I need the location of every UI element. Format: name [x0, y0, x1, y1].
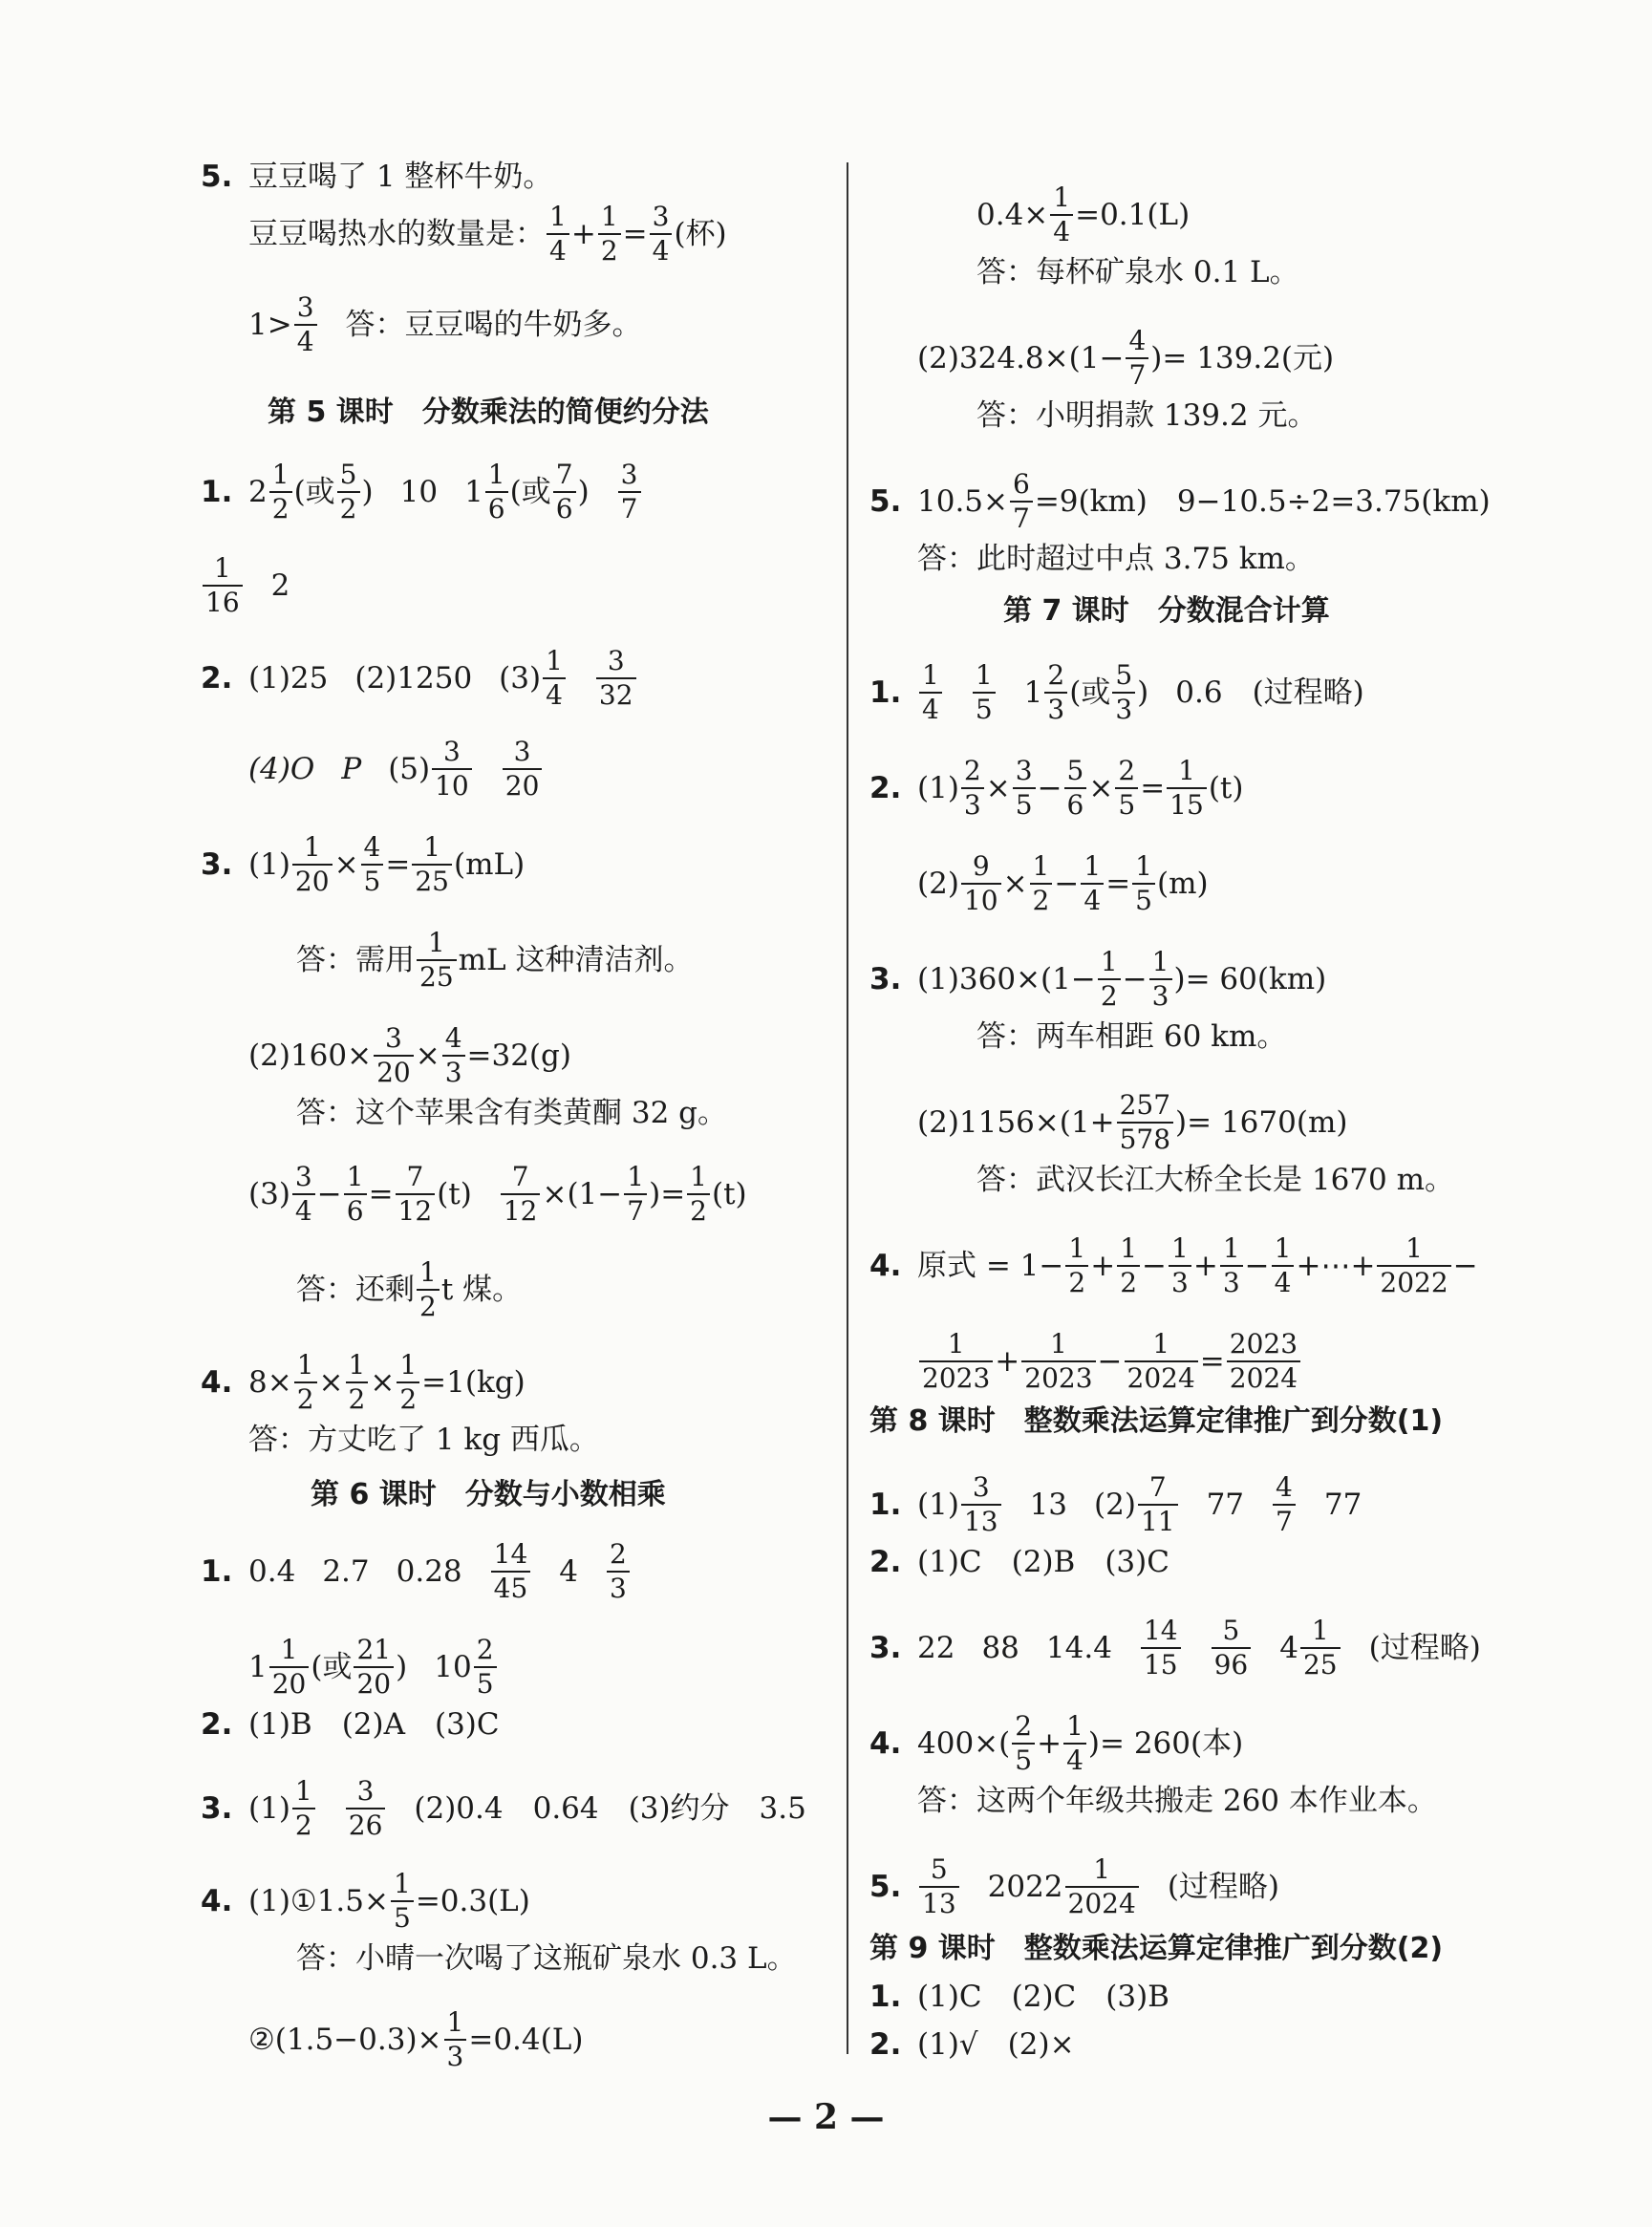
section-heading-lesson5: 第 5 课时 分数乘法的简便约分法	[268, 396, 709, 429]
fraction: $\frac{1}{2024}$	[1065, 1853, 1139, 1920]
fraction: $\frac{5}{13}$	[919, 1853, 959, 1920]
fraction: $\frac{1}{2}$	[687, 1161, 710, 1228]
fraction: $\frac{4}{5}$	[361, 831, 384, 898]
fraction: $\frac{1}{6}$	[485, 459, 508, 525]
fraction: $\frac{14}{15}$	[1141, 1615, 1181, 1681]
item-number: 4.	[201, 1884, 233, 1918]
lesson5-q1-cont: $\frac{1}{16}$ 2	[201, 552, 290, 619]
fraction: $\frac{1}{4}$	[919, 659, 942, 726]
text: 豆豆喝了 1 整杯牛奶。	[248, 160, 553, 194]
fraction: $\frac{1}{2}$	[269, 459, 292, 525]
fraction: $\frac{4}{7}$	[1273, 1471, 1296, 1538]
item-number: 3.	[869, 1631, 902, 1665]
column-divider	[847, 162, 848, 2054]
fraction: $\frac{3}{20}$	[374, 1022, 414, 1089]
fraction: $\frac{1}{2}$	[1098, 946, 1121, 1013]
fraction: $\frac{1}{20}$	[269, 1634, 310, 1701]
fraction: $\frac{1}{2}$	[294, 1349, 317, 1416]
item-number: 3.	[201, 1791, 233, 1826]
fraction: $\frac{1}{3}$	[1220, 1232, 1243, 1299]
lesson7-q4: 4. 原式 = 1− $\frac{1}{2}$ + $\frac{1}{2}$ − $\frac{1}{3}$ + $\frac{1}{3}$ − $\frac{1}{4}$ +⋯+ $\frac{1}{2022}$ −	[869, 1232, 1478, 1298]
item-number: 1.	[869, 675, 902, 710]
fraction: $\frac{3}{32}$	[596, 645, 636, 712]
fraction: $\frac{3}{26}$	[346, 1775, 386, 1842]
lesson9-q1: 1. (1)C (2)C (3)B	[869, 1980, 1169, 2014]
operator: +	[570, 217, 596, 251]
fraction: $\frac{2}{5}$	[1012, 1710, 1035, 1777]
lesson7-q2-part2: (2) $\frac{9}{10}$ × $\frac{1}{2}$ − $\frac{1}{4}$ = $\frac{1}{5}$ (m)	[917, 850, 1209, 916]
fraction: $\frac{3}{13}$	[961, 1471, 1001, 1538]
fraction: $\frac{1}{25}$	[412, 831, 452, 898]
r-q4-answer: 答：每杯矿泉水 0.1 L。	[976, 255, 1299, 289]
fraction: $\frac{2}{3}$	[1044, 659, 1067, 726]
fraction: $\frac{1}{20}$	[292, 831, 333, 898]
fraction: $\frac{6}{7}$	[1010, 468, 1033, 535]
item-number: 2.	[201, 1707, 233, 1742]
fraction: $\frac{2}{5}$	[1115, 755, 1138, 822]
page-number: — 2 —	[767, 2097, 885, 2137]
fraction: $\frac{7}{6}$	[553, 459, 576, 525]
lesson6-q4-answer1: 答：小晴一次喝了这瓶矿泉水 0.3 L。	[296, 1941, 797, 1976]
r-q4-cont: 0.4× $\frac{1}{4}$ =0.1(L)	[976, 182, 1191, 247]
item-number: 5.	[869, 1870, 902, 1904]
item-number: 5.	[201, 160, 233, 194]
lesson7-q3-part2: (2)1156×(1+ $\frac{257}{578}$ )= 1670(m)	[917, 1089, 1348, 1155]
fraction: $\frac{1}{2}$	[598, 201, 621, 268]
fraction: $\frac{1}{6}$	[344, 1161, 367, 1228]
lesson5-q3-part2: (2)160× $\frac{3}{20}$ × $\frac{4}{3}$ =32(g)	[248, 1022, 571, 1088]
fraction: $\frac{1}{2}$	[1117, 1232, 1140, 1299]
fraction: $\frac{2}{5}$	[474, 1634, 497, 1701]
fraction: $\frac{5}{2}$	[337, 459, 360, 525]
fraction: $\frac{1}{2}$	[417, 1256, 440, 1323]
lesson5-q2: 2. (1)25 (2)1250 (3) $\frac{1}{4}$ $\frac{3}{32}$	[201, 645, 638, 712]
section-heading-lesson6: 第 6 课时 分数与小数相乘	[311, 1478, 666, 1511]
item-number: 1.	[869, 1488, 902, 1522]
fraction: $\frac{1}{3}$	[1149, 946, 1172, 1013]
fraction: $\frac{1}{5}$	[391, 1868, 414, 1935]
fraction: $\frac{1}{5}$	[973, 659, 996, 726]
text: 1>	[248, 308, 292, 342]
fraction: $\frac{3}{5}$	[1013, 755, 1036, 822]
operator: =	[622, 217, 648, 251]
lesson7-q2: 2. (1) $\frac{2}{3}$ × $\frac{3}{5}$ − $\frac{5}{6}$ × $\frac{2}{5}$ = $\frac{1}{15}$ (t)	[869, 755, 1244, 821]
fraction: $\frac{7}{12}$	[501, 1161, 541, 1228]
answer-text: 答：豆豆喝的牛奶多。	[345, 308, 642, 342]
lesson8-q5: 5. $\frac{5}{13}$ 2022 $\frac{1}{2024}$ (过程略)	[869, 1853, 1280, 1919]
fraction: $\frac{1}{4}$	[543, 645, 566, 712]
fraction: $\frac{1}{3}$	[1169, 1232, 1191, 1299]
lesson8-q2: 2. (1)C (2)B (3)C	[869, 1545, 1169, 1579]
lesson8-q4: 4. 400×( $\frac{2}{5}$ + $\frac{1}{4}$ )= 260(本)	[869, 1710, 1244, 1776]
fraction: $\frac{257}{578}$	[1117, 1089, 1173, 1156]
lesson6-q1: 1. 0.4 2.7 0.28 $\frac{14}{45}$ 4 $\frac{2}{3}$	[201, 1538, 632, 1605]
fraction: $\frac{5}{96}$	[1212, 1615, 1252, 1681]
section-heading-lesson8: 第 8 课时 整数乘法运算定律推广到分数(1)	[869, 1404, 1444, 1438]
fraction: $\frac{1}{5}$	[1132, 850, 1155, 917]
fraction: $\frac{1}{2}$	[397, 1349, 419, 1416]
text: 豆豆喝热水的数量是：	[248, 217, 545, 251]
lesson5-q3-part3: (3) $\frac{3}{4}$ − $\frac{1}{6}$ = $\frac{7}{12}$ (t) $\frac{7}{12}$ ×(1− $\frac{1}{7}$ )= $\frac{1}{2}$ (t)	[248, 1161, 747, 1227]
r-q5: 5. 10.5× $\frac{6}{7}$ =9(km) 9−10.5÷2=3.75(km)	[869, 468, 1491, 534]
lesson6-q4: 4. (1)①1.5× $\frac{1}{5}$ =0.3(L)	[201, 1868, 530, 1934]
lesson5-q3-answer2: 答：这个苹果含有类黄酮 32 g。	[296, 1096, 727, 1130]
r-q4-part2: (2)324.8×(1− $\frac{4}{7}$ )= 139.2(元)	[917, 325, 1335, 391]
fraction: $\frac{1}{7}$	[624, 1161, 647, 1228]
fraction: $\frac{7}{11}$	[1138, 1471, 1178, 1538]
item-number: 2.	[869, 2027, 902, 2062]
lesson7-q4-cont: $\frac{1}{2023}$ + $\frac{1}{2023}$ − $\frac{1}{2024}$ = $\frac{2023}{2024}$	[917, 1328, 1302, 1395]
fraction: $\frac{1}{2022}$	[1377, 1232, 1450, 1299]
fraction: $\frac{1}{2}$	[346, 1349, 369, 1416]
r-q5-answer: 答：此时超过中点 3.75 km。	[917, 542, 1315, 576]
lesson7-q3-answer1: 答：两车相距 60 km。	[976, 1019, 1287, 1054]
item-number: 1.	[201, 475, 233, 509]
lesson8-q4-answer: 答：这两个年级共搬走 260 本作业本。	[917, 1784, 1437, 1818]
lesson5-q3: 3. (1) $\frac{1}{20}$ × $\frac{4}{5}$ = $\frac{1}{25}$ (mL)	[201, 831, 526, 897]
lesson5-q2-cont: (4)O P (5) $\frac{3}{10}$ $\frac{3}{20}$	[201, 736, 544, 803]
fraction: $\frac{21}{20}$	[354, 1634, 394, 1701]
section-heading-lesson9: 第 9 课时 整数乘法运算定律推广到分数(2)	[869, 1932, 1444, 1965]
fraction: $\frac{1}{25}$	[417, 927, 457, 994]
item-number: 2.	[201, 661, 233, 696]
lesson9-q2: 2. (1)√ (2)×	[869, 2027, 1075, 2062]
fraction: $\frac{2023}{2024}$	[1227, 1328, 1300, 1395]
fraction: $\frac{2}{3}$	[961, 755, 984, 822]
lesson5-q4-answer: 答：方丈吃了 1 kg 西瓜。	[248, 1423, 599, 1457]
q5-line	[201, 158, 552, 196]
fraction: $\frac{3}{7}$	[618, 459, 641, 525]
lesson6-q4-part2: ②(1.5−0.3)× $\frac{1}{3}$ =0.4(L)	[248, 2006, 584, 2072]
lesson8-q1: 1. (1) $\frac{3}{13}$ 13 (2) $\frac{7}{11}$ 77 $\frac{4}{7}$ 77	[869, 1471, 1362, 1537]
item-number: 2.	[869, 1545, 902, 1579]
item-number: 4.	[869, 1249, 902, 1283]
fraction: $\frac{14}{45}$	[491, 1538, 531, 1605]
fraction: $\frac{1}{25}$	[1300, 1615, 1341, 1681]
r-q4-answer2: 答：小明捐款 139.2 元。	[976, 398, 1318, 433]
fraction: $\frac{3}{4}$	[292, 1161, 315, 1228]
item-number: 5.	[869, 484, 902, 519]
item-number: 4.	[201, 1365, 233, 1400]
fraction: $\frac{3}{20}$	[503, 736, 543, 803]
lesson6-q2: 2. (1)B (2)A (3)C	[201, 1707, 500, 1742]
fraction: $\frac{1}{16}$	[203, 552, 243, 619]
item-number: 3.	[201, 847, 233, 882]
lesson5-q3-answer3: 答：还剩 $\frac{1}{2}$ t 煤。	[296, 1256, 523, 1322]
item-number: 2.	[869, 771, 902, 805]
fraction: $\frac{9}{10}$	[961, 850, 1001, 917]
lesson6-q3: 3. (1) $\frac{1}{2}$ $\frac{3}{26}$ (2)0.4 0.64 (3)约分 3.5	[201, 1775, 806, 1841]
fraction: $\frac{1}{4}$	[1063, 1710, 1086, 1777]
fraction: $\frac{1}{2024}$	[1125, 1328, 1198, 1395]
q5-answer-line	[201, 291, 642, 358]
fraction: $\frac{2}{3}$	[607, 1538, 630, 1605]
fraction: $\frac{1}{15}$	[1167, 755, 1207, 822]
lesson8-q3: 3. 22 88 14.4 $\frac{14}{15}$ $\frac{5}{96}$ 4 $\frac{1}{25}$ (过程略)	[869, 1615, 1481, 1681]
lesson7-q3-answer2: 答：武汉长江大桥全长是 1670 m。	[976, 1163, 1454, 1197]
fraction: $\frac{1}{2}$	[292, 1775, 315, 1842]
fraction: $\frac{3}{4}$	[294, 291, 317, 358]
fraction: $\frac{1}{4}$	[1272, 1232, 1295, 1299]
lesson7-q1: 1. $\frac{1}{4}$ $\frac{1}{5}$ 1 $\frac{2}{3}$ (或 $\frac{5}{3}$ ) 0.6 (过程略)	[869, 659, 1364, 725]
fraction: $\frac{5}{3}$	[1112, 659, 1135, 726]
fraction: $\frac{1}{4}$	[547, 201, 569, 268]
fraction: $\frac{1}{4}$	[1081, 850, 1104, 917]
lesson5-q1: 1. 2 $\frac{1}{2}$ (或 $\frac{5}{2}$ ) 10 1 $\frac{1}{6}$ (或 $\frac{7}{6}$ ) $\frac{3}{7}$	[201, 459, 643, 525]
fraction: $\frac{1}{2}$	[1065, 1232, 1088, 1299]
fraction: $\frac{1}{3}$	[444, 2006, 467, 2073]
q5-calc-line	[201, 201, 727, 268]
lesson6-q1-cont: 1 $\frac{1}{20}$ (或 $\frac{21}{20}$ ) 10 $\frac{2}{5}$	[201, 1634, 499, 1701]
lesson5-q3-answer1: 答：需用 $\frac{1}{25}$ mL 这种清洁剂。	[296, 927, 694, 993]
item-number: 1.	[201, 1554, 233, 1589]
fraction: $\frac{1}{2023}$	[919, 1328, 993, 1395]
fraction: $\frac{7}{12}$	[396, 1161, 436, 1228]
fraction: $\frac{4}{3}$	[442, 1022, 465, 1089]
item-number: 1.	[869, 1980, 902, 2014]
item-number: 3.	[869, 962, 902, 996]
fraction: $\frac{1}{2}$	[1030, 850, 1053, 917]
fraction: $\frac{3}{10}$	[432, 736, 472, 803]
fraction: $\frac{1}{2023}$	[1021, 1328, 1095, 1395]
fraction: $\frac{1}{4}$	[1050, 182, 1073, 248]
fraction: $\frac{4}{7}$	[1126, 325, 1148, 392]
fraction: $\frac{5}{6}$	[1064, 755, 1087, 822]
lesson5-q4: 4. 8× $\frac{1}{2}$ × $\frac{1}{2}$ × $\frac{1}{2}$ =1(kg)	[201, 1349, 526, 1415]
unit: (杯)	[674, 217, 727, 251]
fraction: $\frac{3}{4}$	[650, 201, 673, 268]
section-heading-lesson7: 第 7 课时 分数混合计算	[1003, 594, 1330, 628]
item-number: 4.	[869, 1726, 902, 1761]
lesson7-q3: 3. (1)360×(1− $\frac{1}{2}$ − $\frac{1}{3}$ )= 60(km)	[869, 946, 1327, 1012]
